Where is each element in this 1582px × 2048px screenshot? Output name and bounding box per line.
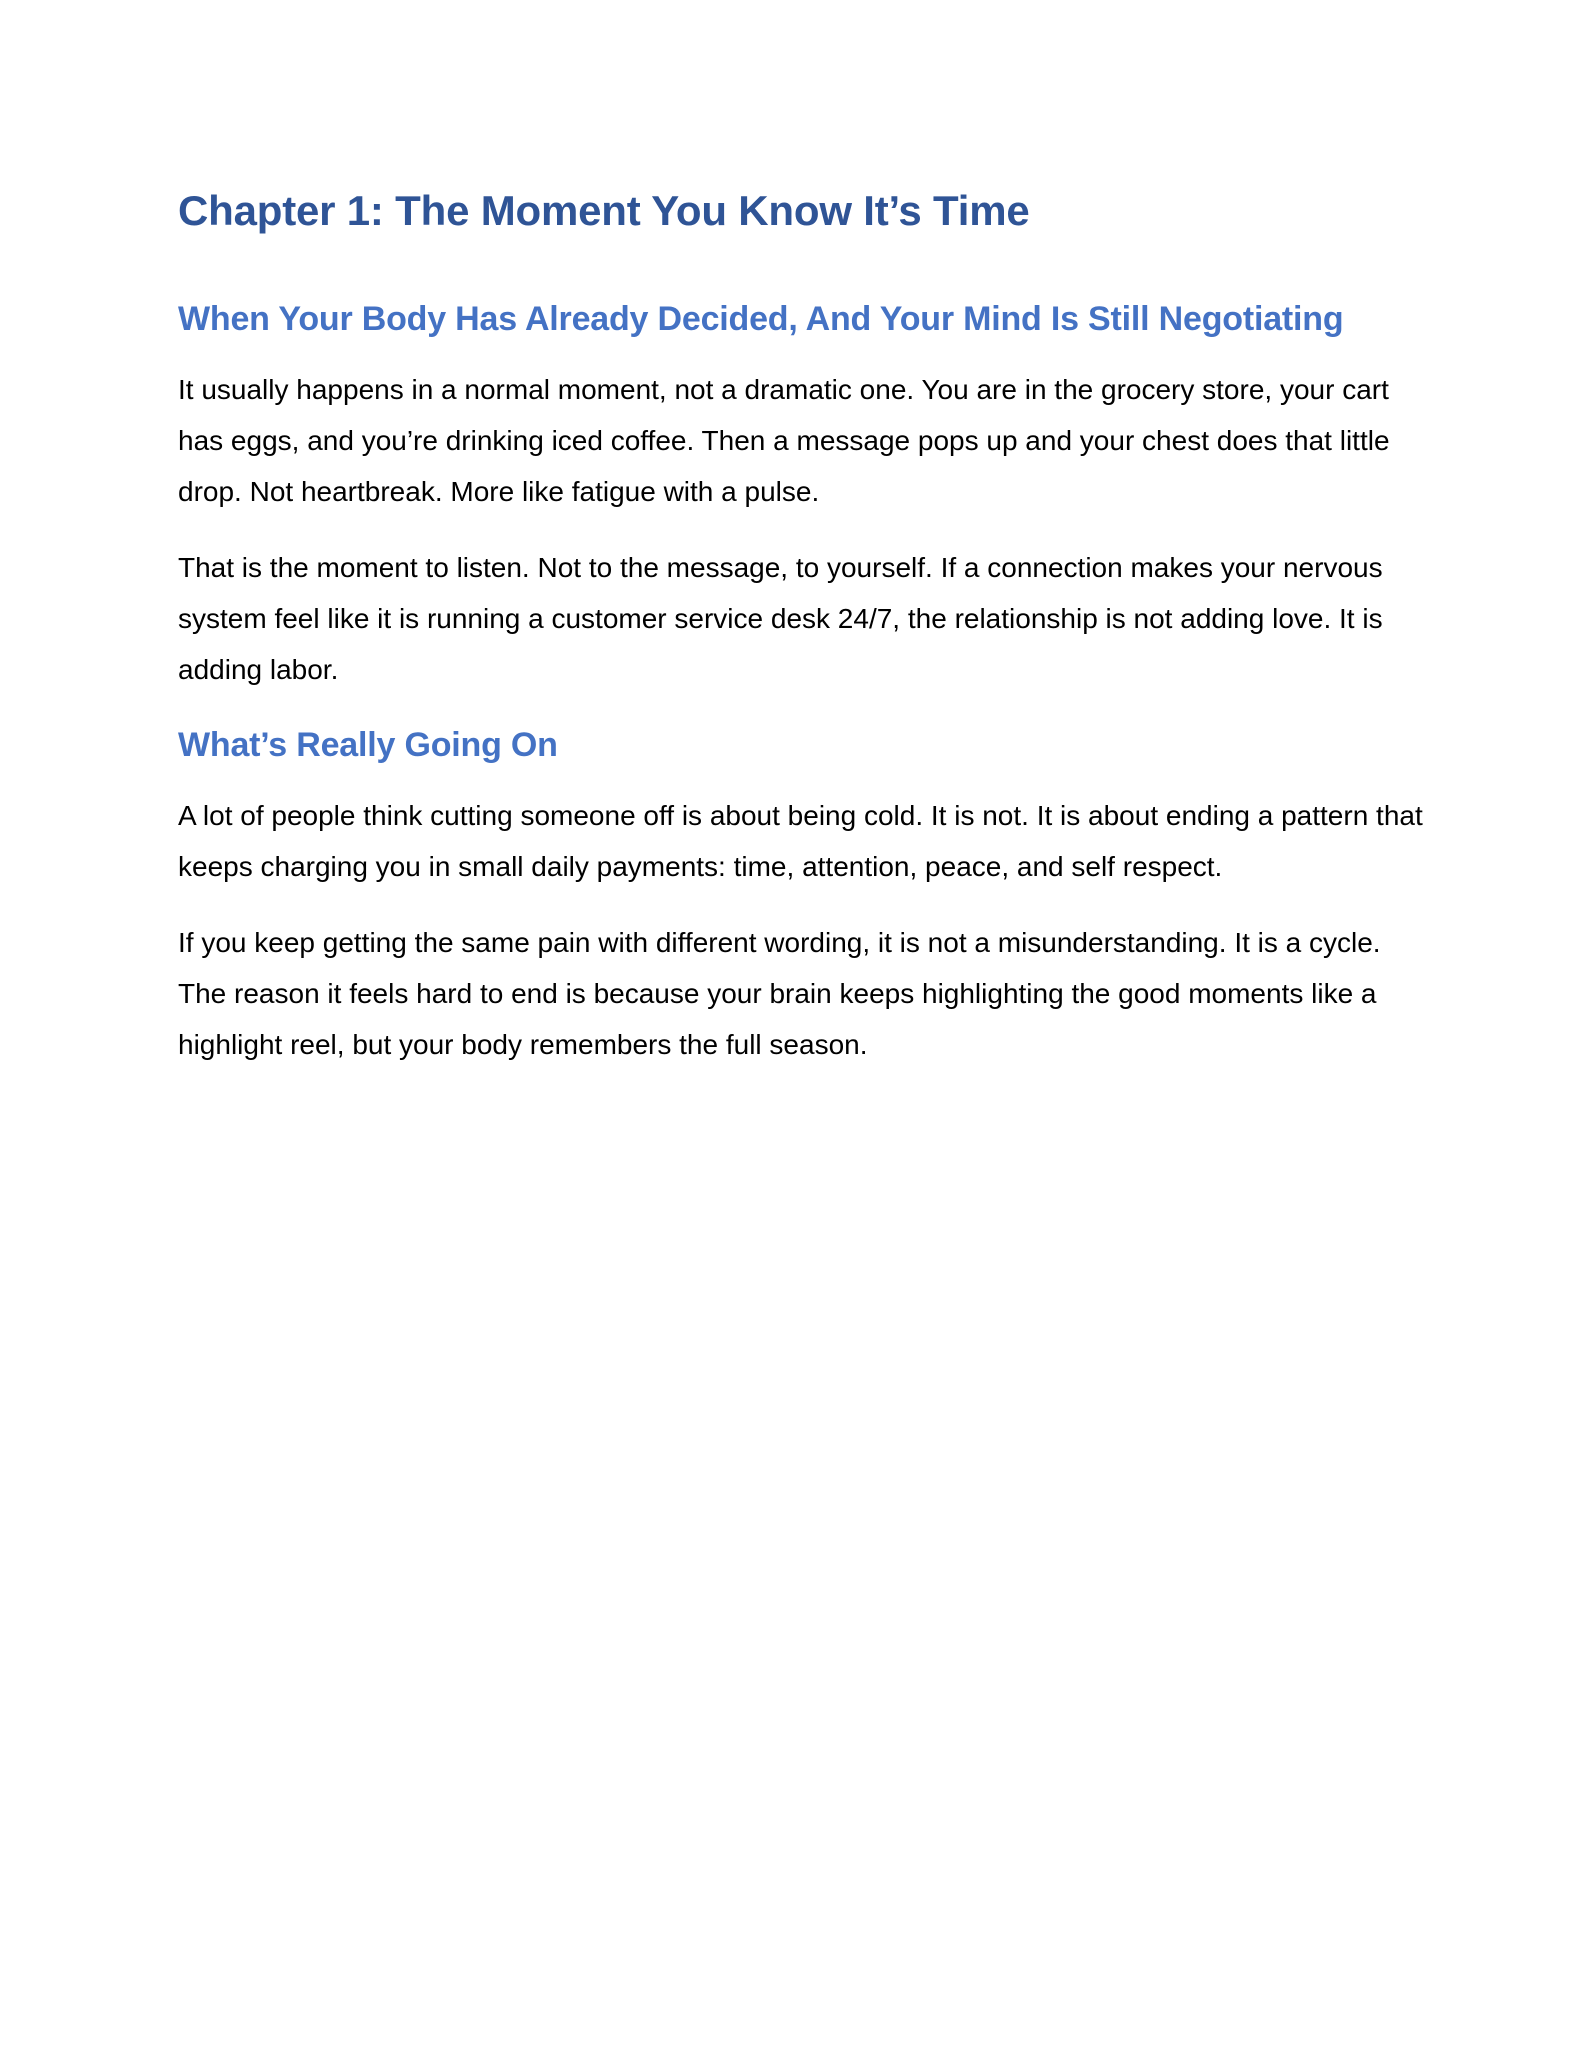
section-heading-whats-really-going-on: What’s Really Going On bbox=[178, 726, 558, 765]
section-whats-really-going-on bbox=[178, 725, 1434, 1070]
paragraph: It usually happens in a normal moment, not a dramatic one. You are in the grocery store, your cart has eggs, and you’re drinking iced coffee. Then a message pops up and your chest does that little drop. Not heartbreak. More like fatigue with a pulse. bbox=[178, 374, 1390, 508]
paragraph: That is the moment to listen. Not to the message, to yourself. If a connection makes your nervous system feel like it is running a customer service desk 24/7, the relationship is not adding love. It is adding labor. bbox=[178, 552, 1383, 686]
paragraph: If you keep getting the same pain with different wording, it is not a misunderstanding. It is a cycle. The reason it feels hard to end is because your brain keeps highlighting the good moments like a highlight reel, but your body remembers the full season. bbox=[178, 926, 1381, 1060]
section-heading-body-decided: When Your Body Has Already Decided, And Your Mind Is Still Negotiating bbox=[178, 300, 1344, 339]
chapter-title: Chapter 1: The Moment You Know It’s Time bbox=[178, 187, 1030, 234]
paragraph: A lot of people think cutting someone off is about being cold. It is not. It is about ending a pattern that keeps charging you in small daily payments: time, attention, peace, and self respect. bbox=[178, 799, 1423, 882]
section-body-decided bbox=[178, 299, 1434, 695]
document-content bbox=[178, 186, 1434, 1095]
